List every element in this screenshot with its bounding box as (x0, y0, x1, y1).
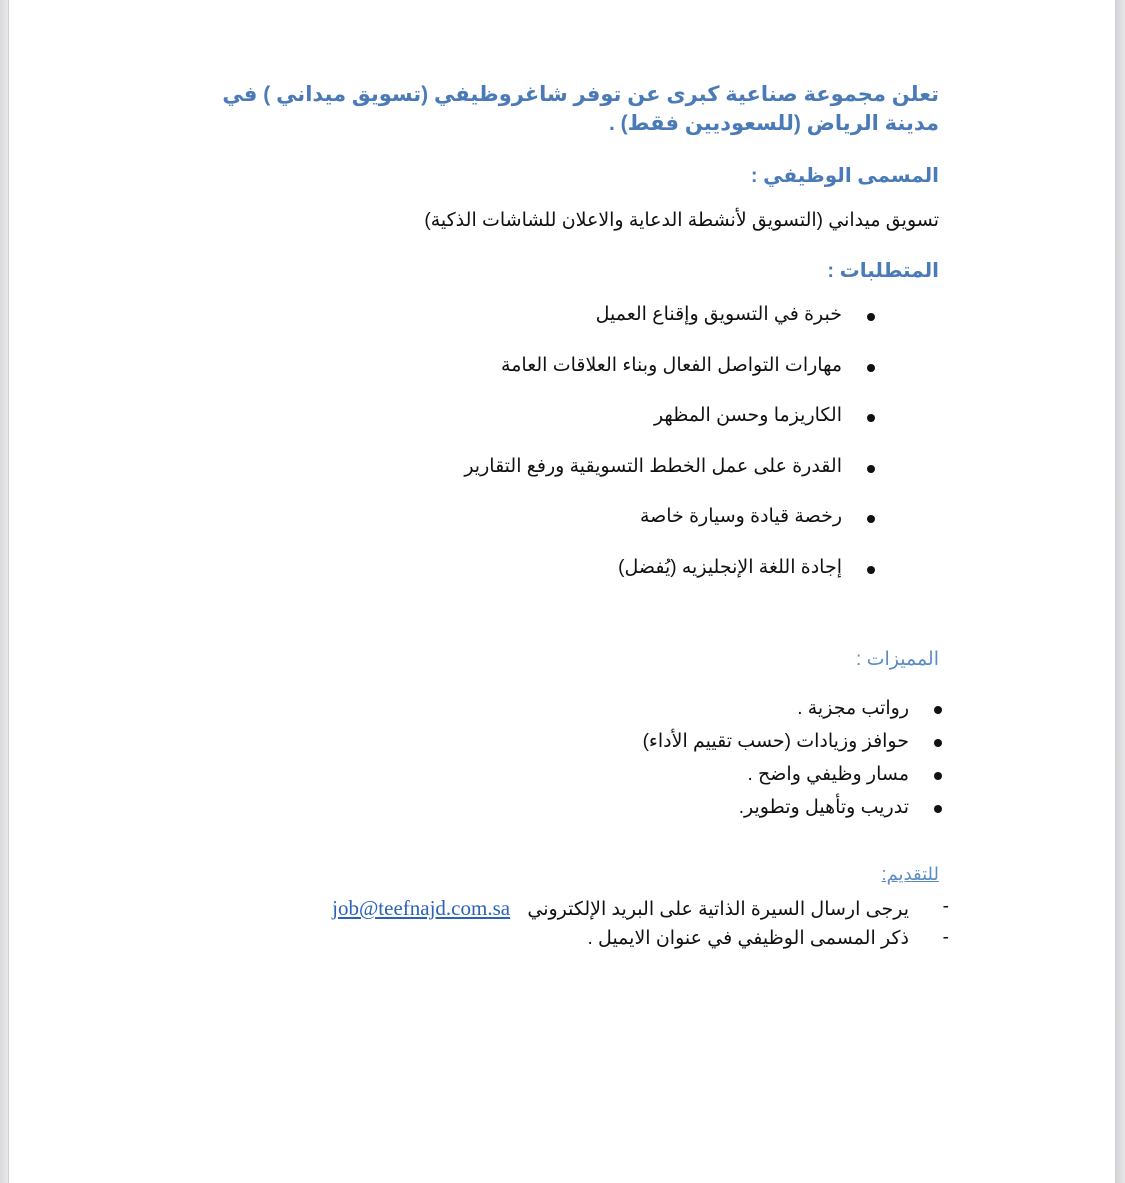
apply-item: - يرجى ارسال السيرة الذاتية على البريد الإلكتروني job@teefnajd.com.sa (332, 896, 949, 920)
job-title-value: تسويق ميداني (التسويق لأنشطة الدعاية والاعلان للشاشات الذكية) (424, 210, 939, 231)
job-title-label: المسمى الوظيفي : (750, 165, 939, 187)
requirements-label: المتطلبات : (827, 260, 939, 282)
document-page (10, 0, 1114, 1183)
bullet-icon (934, 772, 942, 780)
announcement-headline: تعلن مجموعة صناعية كبرى عن توفر شاغروظيفي (تسويق ميداني ) في مدينة الرياض (للسعوديين فقط) . (222, 83, 939, 135)
advantages-label: المميزات : (856, 649, 939, 670)
requirement-item: رخصة قيادة وسيارة خاصة (464, 505, 842, 556)
advantage-item: تدريب وتأهيل وتطوير. (643, 796, 909, 829)
advantage-item: رواتب مجزية . (643, 697, 909, 730)
bullet-icon (934, 739, 942, 747)
advantages-list (643, 697, 909, 829)
bullet-icon (867, 364, 875, 372)
email-link[interactable]: job@teefnajd.com.sa (332, 896, 511, 920)
apply-list (332, 896, 949, 958)
requirements-list (464, 303, 842, 606)
requirement-item: القدرة على عمل الخطط التسويقية ورفع التقارير (464, 455, 842, 506)
page-edge-left (0, 0, 9, 1183)
apply-item: - ذكر المسمى الوظيفي في عنوان الايميل . (587, 927, 949, 949)
bullet-icon (867, 515, 875, 523)
requirement-item: خبرة في التسويق وإقناع العميل (464, 303, 842, 354)
page-edge-right (1115, 0, 1125, 1183)
bullet-icon (934, 805, 942, 813)
dash-marker: - (942, 927, 949, 948)
dash-marker: - (942, 896, 949, 917)
bullet-icon (867, 465, 875, 473)
bullet-icon (867, 313, 875, 321)
requirement-item: إجادة اللغة الإنجليزيه (يُفضل) (464, 556, 842, 607)
requirement-item: الكاريزما وحسن المظهر (464, 404, 842, 455)
advantage-item: حوافز وزيادات (حسب تقييم الأداء) (643, 730, 909, 763)
bullet-icon (867, 566, 875, 574)
requirement-item: مهارات التواصل الفعال وبناء العلاقات العامة (464, 354, 842, 405)
bullet-icon (867, 414, 875, 422)
bullet-icon (934, 706, 942, 714)
apply-label: للتقديم: (881, 864, 939, 884)
advantage-item: مسار وظيفي واضح . (643, 763, 909, 796)
